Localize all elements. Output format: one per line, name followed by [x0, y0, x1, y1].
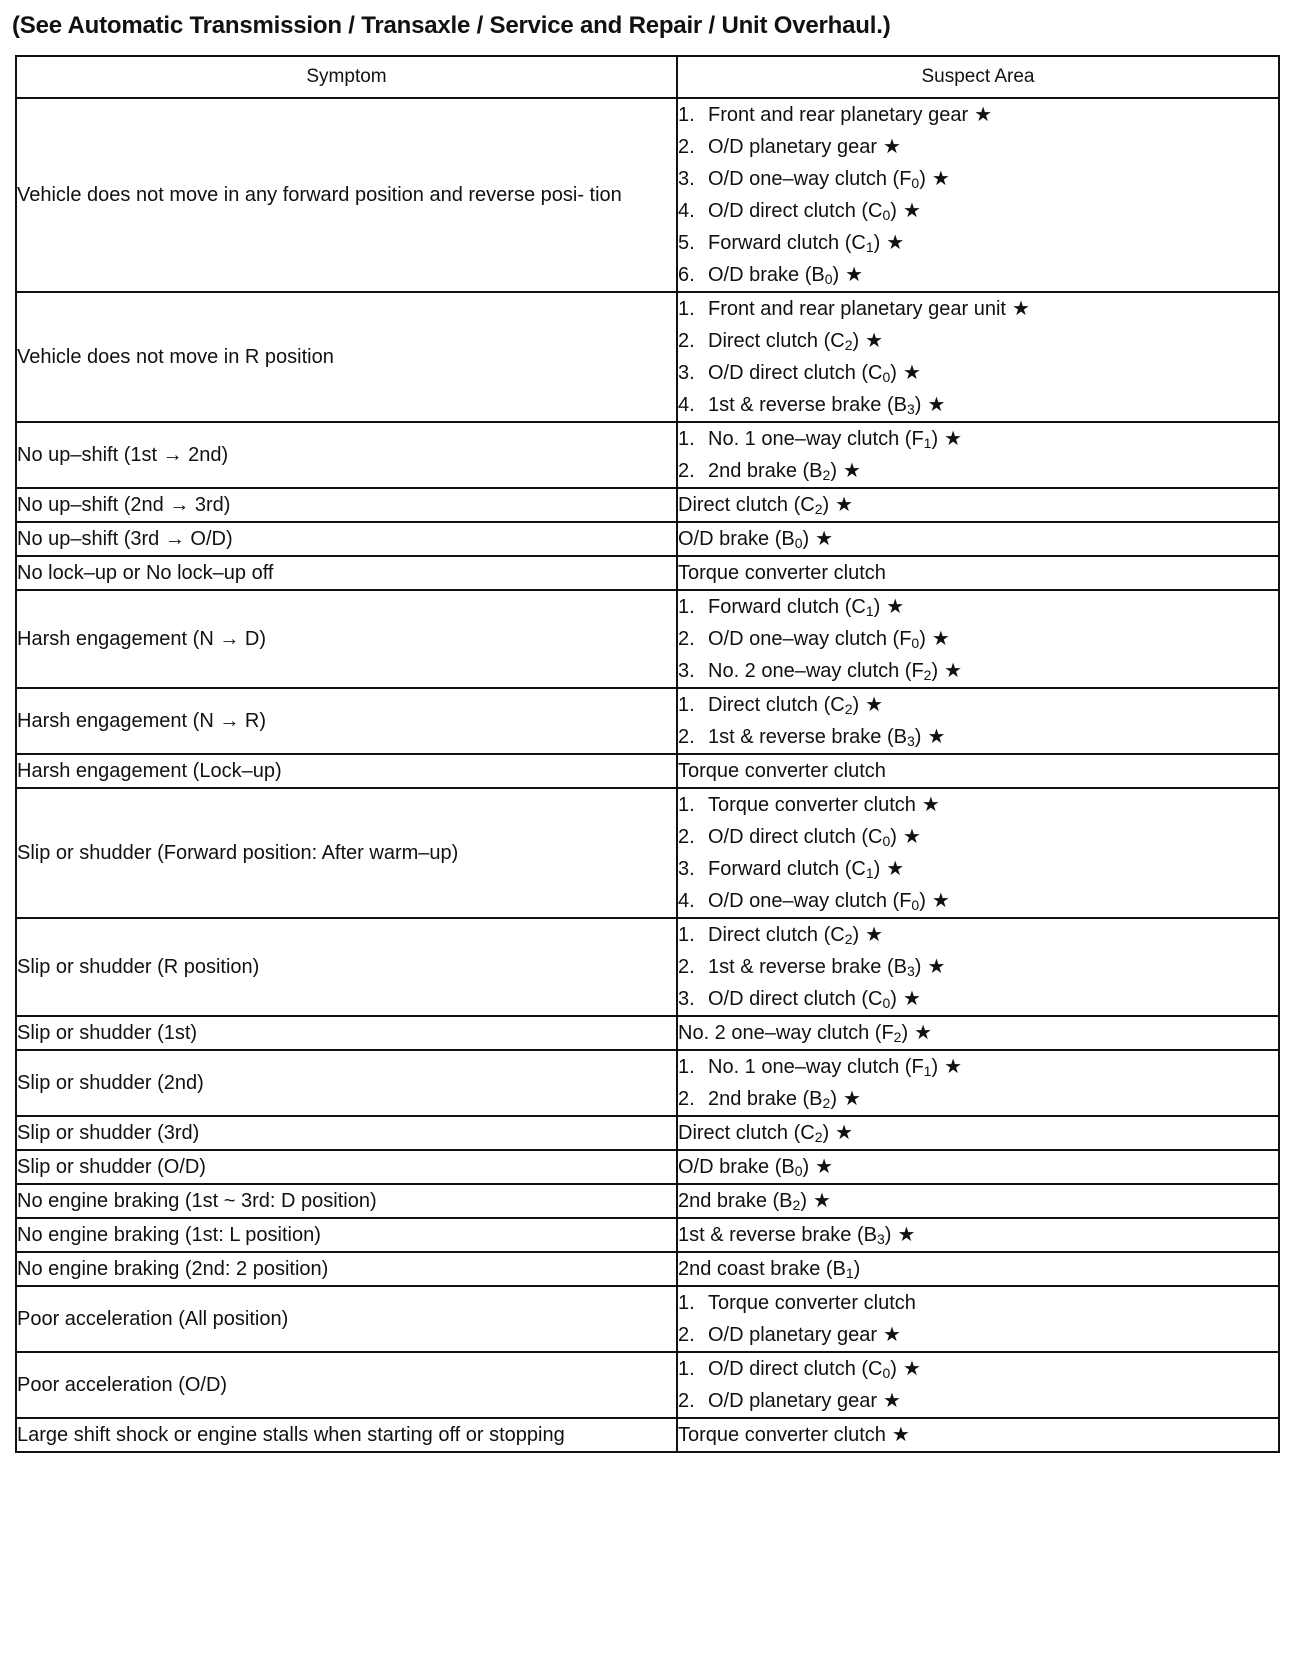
item-text: 1st & reverse brake (B	[708, 956, 907, 978]
suspect-area-cell	[677, 1150, 1279, 1184]
star-icon: ★	[882, 1324, 901, 1346]
suspect-item	[678, 885, 1278, 917]
item-text-suffix: )	[852, 924, 860, 946]
star-icon: ★	[902, 200, 921, 222]
item-subscript: 0	[882, 207, 891, 223]
item-text-suffix: )	[890, 988, 897, 1010]
item-text: O/D direct clutch (C	[708, 1358, 883, 1380]
item-text: 2nd brake (B	[708, 460, 823, 482]
item-number: 1.	[678, 924, 695, 946]
table-row	[16, 522, 1279, 556]
item-text-suffix: )	[931, 1056, 939, 1078]
header-symptom: Symptom	[16, 56, 677, 98]
item-number: 1.	[678, 596, 695, 618]
item-number: 3.	[678, 988, 695, 1010]
item-text: Torque converter clutch	[678, 562, 886, 584]
item-text: Direct clutch (C	[708, 330, 845, 352]
suspect-area-cell	[677, 292, 1279, 422]
item-number: 3.	[678, 858, 695, 880]
item-number: 4.	[678, 890, 695, 912]
item-text: Forward clutch (C	[708, 596, 866, 618]
suspect-item	[678, 1117, 1278, 1149]
symptom-cell: Slip or shudder (O/D)	[16, 1150, 677, 1184]
item-number: 1.	[678, 428, 695, 450]
star-icon: ★	[886, 858, 905, 880]
table-row	[16, 754, 1279, 788]
suspect-area-cell	[677, 590, 1279, 688]
item-text-suffix: )	[914, 726, 922, 748]
item-number: 2.	[678, 1390, 695, 1412]
item-number: 2.	[678, 628, 695, 650]
suspect-item	[678, 455, 1278, 487]
item-subscript: 2	[814, 501, 823, 517]
suspect-area-cell	[677, 1184, 1279, 1218]
table-row	[16, 688, 1279, 754]
item-text-suffix: )	[802, 528, 810, 550]
table-row	[16, 1418, 1279, 1452]
star-icon: ★	[882, 1390, 901, 1412]
table-row	[16, 918, 1279, 1016]
suspect-item	[678, 853, 1278, 885]
item-text: O/D brake (B	[678, 1156, 795, 1178]
item-number: 1.	[678, 1358, 695, 1380]
symptom-cell: No engine braking (2nd: 2 position)	[16, 1252, 677, 1286]
table-row	[16, 1050, 1279, 1116]
star-icon: ★	[815, 1156, 834, 1178]
page-heading: (See Automatic Transmission / Transaxle / Service and Repair / Unit Overhaul.)	[12, 12, 891, 39]
suspect-item	[678, 227, 1278, 259]
item-text-suffix: )	[802, 1156, 810, 1178]
star-icon: ★	[865, 330, 884, 352]
star-icon: ★	[944, 1056, 963, 1078]
suspect-area-cell	[677, 556, 1279, 590]
item-number: 2.	[678, 330, 695, 352]
star-icon: ★	[886, 232, 905, 254]
suspect-item	[678, 655, 1278, 687]
item-subscript: 0	[794, 535, 803, 551]
star-icon: ★	[927, 956, 946, 978]
suspect-area-cell	[677, 1050, 1279, 1116]
item-subscript: 0	[911, 635, 920, 651]
star-icon: ★	[845, 264, 864, 286]
item-number: 5.	[678, 232, 695, 254]
item-text-suffix: )	[919, 628, 926, 650]
table-row	[16, 292, 1279, 422]
suspect-area-cell	[677, 1016, 1279, 1050]
suspect-item	[678, 1319, 1278, 1351]
item-text-suffix: )	[873, 232, 881, 254]
item-number: 2.	[678, 1324, 695, 1346]
table-row	[16, 1352, 1279, 1418]
star-icon: ★	[931, 168, 950, 190]
item-number: 4.	[678, 200, 695, 222]
suspect-area-cell	[677, 1116, 1279, 1150]
symptom-cell: Poor acceleration (All position)	[16, 1286, 677, 1352]
star-icon: ★	[897, 1224, 916, 1246]
table-row	[16, 98, 1279, 292]
star-icon: ★	[927, 726, 946, 748]
star-icon: ★	[886, 596, 905, 618]
star-icon: ★	[974, 104, 993, 126]
troubleshooting-table	[15, 55, 1280, 1453]
table-row	[16, 590, 1279, 688]
suspect-item	[678, 789, 1278, 821]
symptom-cell: Slip or shudder (3rd)	[16, 1116, 677, 1150]
item-subscript: 1	[845, 1265, 854, 1281]
suspect-area-cell	[677, 1418, 1279, 1452]
symptom-cell: Slip or shudder (2nd)	[16, 1050, 677, 1116]
symptom-cell: Vehicle does not move in R position	[16, 292, 677, 422]
suspect-item	[678, 131, 1278, 163]
suspect-item	[678, 163, 1278, 195]
symptom-cell: Harsh engagement (N → D)	[16, 590, 677, 688]
suspect-area-cell	[677, 918, 1279, 1016]
item-text: No. 1 one–way clutch (F	[708, 1056, 924, 1078]
item-subscript: 2	[822, 1095, 831, 1111]
suspect-area-cell	[677, 788, 1279, 918]
symptom-cell: Poor acceleration (O/D)	[16, 1352, 677, 1418]
item-text: Forward clutch (C	[708, 232, 866, 254]
item-subscript: 2	[822, 467, 831, 483]
item-text: Front and rear planetary gear	[708, 104, 969, 126]
suspect-item	[678, 1385, 1278, 1417]
symptom-cell: Harsh engagement (Lock–up)	[16, 754, 677, 788]
suspect-item	[678, 1083, 1278, 1115]
suspect-item	[678, 293, 1278, 325]
suspect-item	[678, 523, 1278, 555]
star-icon: ★	[931, 628, 950, 650]
item-text: Direct clutch (C	[708, 694, 845, 716]
item-number: 2.	[678, 956, 695, 978]
item-text: O/D one–way clutch (F	[708, 628, 912, 650]
item-subscript: 0	[911, 897, 920, 913]
table-row	[16, 422, 1279, 488]
item-number: 6.	[678, 264, 695, 286]
item-text: 2nd brake (B	[708, 1088, 823, 1110]
star-icon: ★	[842, 460, 861, 482]
item-text: Direct clutch (C	[678, 494, 815, 516]
item-subscript: 1	[865, 239, 874, 255]
suspect-item	[678, 357, 1278, 389]
item-text: No. 2 one–way clutch (F	[708, 660, 924, 682]
item-subscript: 1	[923, 435, 932, 451]
item-text-suffix: )	[830, 1088, 837, 1110]
table-row	[16, 1184, 1279, 1218]
suspect-area-cell	[677, 1218, 1279, 1252]
suspect-item	[678, 195, 1278, 227]
suspect-item	[678, 721, 1278, 753]
suspect-item	[678, 983, 1278, 1015]
item-number: 2.	[678, 1088, 695, 1110]
item-text: Direct clutch (C	[678, 1122, 815, 1144]
item-text-suffix: )	[830, 460, 837, 482]
suspect-item	[678, 423, 1278, 455]
suspect-item	[678, 1219, 1278, 1251]
suspect-area-cell	[677, 1286, 1279, 1352]
item-subscript: 2	[844, 701, 853, 717]
star-icon: ★	[902, 826, 921, 848]
star-icon: ★	[902, 1358, 921, 1380]
suspect-item	[678, 489, 1278, 521]
item-text: O/D planetary gear	[708, 1324, 877, 1346]
item-subscript: 1	[865, 603, 874, 619]
item-text: 2nd brake (B	[678, 1190, 793, 1212]
suspect-item	[678, 1051, 1278, 1083]
item-number: 1.	[678, 298, 695, 320]
symptom-cell: Slip or shudder (1st)	[16, 1016, 677, 1050]
star-icon: ★	[927, 394, 946, 416]
symptom-cell: No up–shift (3rd → O/D)	[16, 522, 677, 556]
symptom-cell: Slip or shudder (Forward position: After warm–up)	[16, 788, 677, 918]
table-row	[16, 1286, 1279, 1352]
table-row	[16, 556, 1279, 590]
star-icon: ★	[944, 428, 963, 450]
suspect-item	[678, 389, 1278, 421]
suspect-item	[678, 259, 1278, 291]
item-text-suffix: )	[914, 394, 922, 416]
item-subscript: 2	[923, 667, 932, 683]
item-text-suffix: )	[890, 200, 897, 222]
suspect-area-cell	[677, 98, 1279, 292]
item-text: Forward clutch (C	[708, 858, 866, 880]
item-text: O/D brake (B	[708, 264, 825, 286]
star-icon: ★	[1011, 298, 1030, 320]
star-icon: ★	[902, 988, 921, 1010]
star-icon: ★	[835, 1122, 854, 1144]
item-number: 2.	[678, 726, 695, 748]
item-text: O/D one–way clutch (F	[708, 168, 912, 190]
item-number: 3.	[678, 362, 695, 384]
item-text: Torque converter clutch	[678, 760, 886, 782]
item-subscript: 0	[882, 1365, 891, 1381]
item-text: O/D planetary gear	[708, 1390, 877, 1412]
suspect-item	[678, 1017, 1278, 1049]
item-number: 3.	[678, 660, 695, 682]
item-text: O/D direct clutch (C	[708, 200, 883, 222]
item-text: O/D brake (B	[678, 528, 795, 550]
table-row	[16, 1116, 1279, 1150]
suspect-item	[678, 557, 1278, 589]
item-text-suffix: )	[873, 858, 881, 880]
suspect-item	[678, 325, 1278, 357]
symptom-cell: No up–shift (2nd → 3rd)	[16, 488, 677, 522]
star-icon: ★	[865, 924, 884, 946]
star-icon: ★	[931, 890, 950, 912]
suspect-area-cell	[677, 1252, 1279, 1286]
item-number: 1.	[678, 794, 695, 816]
suspect-item	[678, 1151, 1278, 1183]
item-text: O/D direct clutch (C	[708, 826, 883, 848]
item-text: 1st & reverse brake (B	[708, 394, 907, 416]
item-text-suffix: )	[919, 168, 926, 190]
item-subscript: 2	[792, 1197, 801, 1213]
suspect-item	[678, 951, 1278, 983]
item-text-suffix: )	[873, 596, 881, 618]
item-subscript: 1	[865, 865, 874, 881]
item-text: Direct clutch (C	[708, 924, 845, 946]
suspect-item	[678, 689, 1278, 721]
item-text-suffix: )	[800, 1190, 807, 1212]
item-text: Torque converter clutch	[708, 794, 916, 816]
item-subscript: 2	[893, 1029, 902, 1045]
item-text: Torque converter clutch	[708, 1292, 916, 1314]
item-subscript: 0	[882, 369, 891, 385]
item-text-suffix: )	[931, 660, 939, 682]
star-icon: ★	[914, 1022, 933, 1044]
star-icon: ★	[865, 694, 884, 716]
table-header-row	[16, 56, 1279, 98]
table-body	[16, 98, 1279, 1452]
symptom-cell: No up–shift (1st → 2nd)	[16, 422, 677, 488]
suspect-item	[678, 821, 1278, 853]
table-row	[16, 488, 1279, 522]
item-subscript: 3	[876, 1231, 885, 1247]
symptom-cell: No engine braking (1st: L position)	[16, 1218, 677, 1252]
symptom-cell: Slip or shudder (R position)	[16, 918, 677, 1016]
suspect-area-cell	[677, 522, 1279, 556]
suspect-item	[678, 919, 1278, 951]
item-text: 1st & reverse brake (B	[678, 1224, 877, 1246]
item-text-suffix: )	[931, 428, 939, 450]
item-subscript: 0	[824, 271, 833, 287]
symptom-cell: Large shift shock or engine stalls when starting off or stopping	[16, 1418, 677, 1452]
suspect-area-cell	[677, 1352, 1279, 1418]
suspect-item	[678, 1419, 1278, 1451]
item-text: 1st & reverse brake (B	[708, 726, 907, 748]
item-number: 4.	[678, 394, 695, 416]
item-text-suffix: )	[853, 1258, 861, 1280]
star-icon: ★	[842, 1088, 861, 1110]
item-text: 2nd coast brake (B	[678, 1258, 846, 1280]
suspect-item	[678, 99, 1278, 131]
item-text-suffix: )	[919, 890, 926, 912]
item-subscript: 2	[844, 337, 853, 353]
table-row	[16, 788, 1279, 918]
item-text-suffix: )	[822, 1122, 830, 1144]
table-row	[16, 1252, 1279, 1286]
item-subscript: 2	[814, 1129, 823, 1145]
item-text-suffix: )	[914, 956, 922, 978]
item-number: 2.	[678, 826, 695, 848]
item-number: 2.	[678, 136, 695, 158]
item-subscript: 0	[882, 833, 891, 849]
star-icon: ★	[882, 136, 901, 158]
item-text-suffix: )	[890, 1358, 897, 1380]
suspect-area-cell	[677, 422, 1279, 488]
item-number: 1.	[678, 1292, 695, 1314]
item-text: No. 1 one–way clutch (F	[708, 428, 924, 450]
suspect-item	[678, 755, 1278, 787]
star-icon: ★	[835, 494, 854, 516]
symptom-cell: No engine braking (1st ~ 3rd: D position)	[16, 1184, 677, 1218]
table-row	[16, 1150, 1279, 1184]
item-subscript: 1	[923, 1063, 932, 1079]
item-subscript: 0	[882, 995, 891, 1011]
item-text-suffix: )	[832, 264, 840, 286]
item-subscript: 0	[794, 1163, 803, 1179]
item-number: 1.	[678, 1056, 695, 1078]
item-text: O/D one–way clutch (F	[708, 890, 912, 912]
suspect-item	[678, 1353, 1278, 1385]
star-icon: ★	[921, 794, 940, 816]
suspect-area-cell	[677, 754, 1279, 788]
star-icon: ★	[902, 362, 921, 384]
item-subscript: 3	[906, 401, 915, 417]
star-icon: ★	[815, 528, 834, 550]
table-row	[16, 1218, 1279, 1252]
item-text: Front and rear planetary gear unit	[708, 298, 1006, 320]
item-text: O/D direct clutch (C	[708, 988, 883, 1010]
suspect-area-cell	[677, 688, 1279, 754]
item-number: 1.	[678, 694, 695, 716]
item-text-suffix: )	[884, 1224, 892, 1246]
suspect-item	[678, 1253, 1278, 1285]
item-text: Torque converter clutch	[678, 1424, 886, 1446]
header-suspect-area: Suspect Area	[677, 56, 1279, 98]
star-icon: ★	[812, 1190, 831, 1212]
suspect-item	[678, 591, 1278, 623]
symptom-cell: No lock–up or No lock–up off	[16, 556, 677, 590]
item-text: O/D direct clutch (C	[708, 362, 883, 384]
item-text: No. 2 one–way clutch (F	[678, 1022, 894, 1044]
star-icon: ★	[944, 660, 963, 682]
suspect-item	[678, 623, 1278, 655]
suspect-area-cell	[677, 488, 1279, 522]
item-subscript: 0	[911, 175, 920, 191]
item-text-suffix: )	[901, 1022, 909, 1044]
item-text-suffix: )	[822, 494, 830, 516]
symptom-cell: Harsh engagement (N → R)	[16, 688, 677, 754]
item-number: 3.	[678, 168, 695, 190]
item-subscript: 3	[906, 733, 915, 749]
table-row	[16, 1016, 1279, 1050]
item-number: 2.	[678, 460, 695, 482]
suspect-item	[678, 1287, 1278, 1319]
item-text-suffix: )	[852, 694, 860, 716]
item-text-suffix: )	[890, 826, 897, 848]
item-text: O/D planetary gear	[708, 136, 877, 158]
item-text-suffix: )	[852, 330, 860, 352]
star-icon: ★	[891, 1424, 910, 1446]
item-subscript: 2	[844, 931, 853, 947]
symptom-cell: Vehicle does not move in any forward position and reverse posi- tion	[16, 98, 677, 292]
item-number: 1.	[678, 104, 695, 126]
item-subscript: 3	[906, 963, 915, 979]
suspect-item	[678, 1185, 1278, 1217]
item-text-suffix: )	[890, 362, 897, 384]
